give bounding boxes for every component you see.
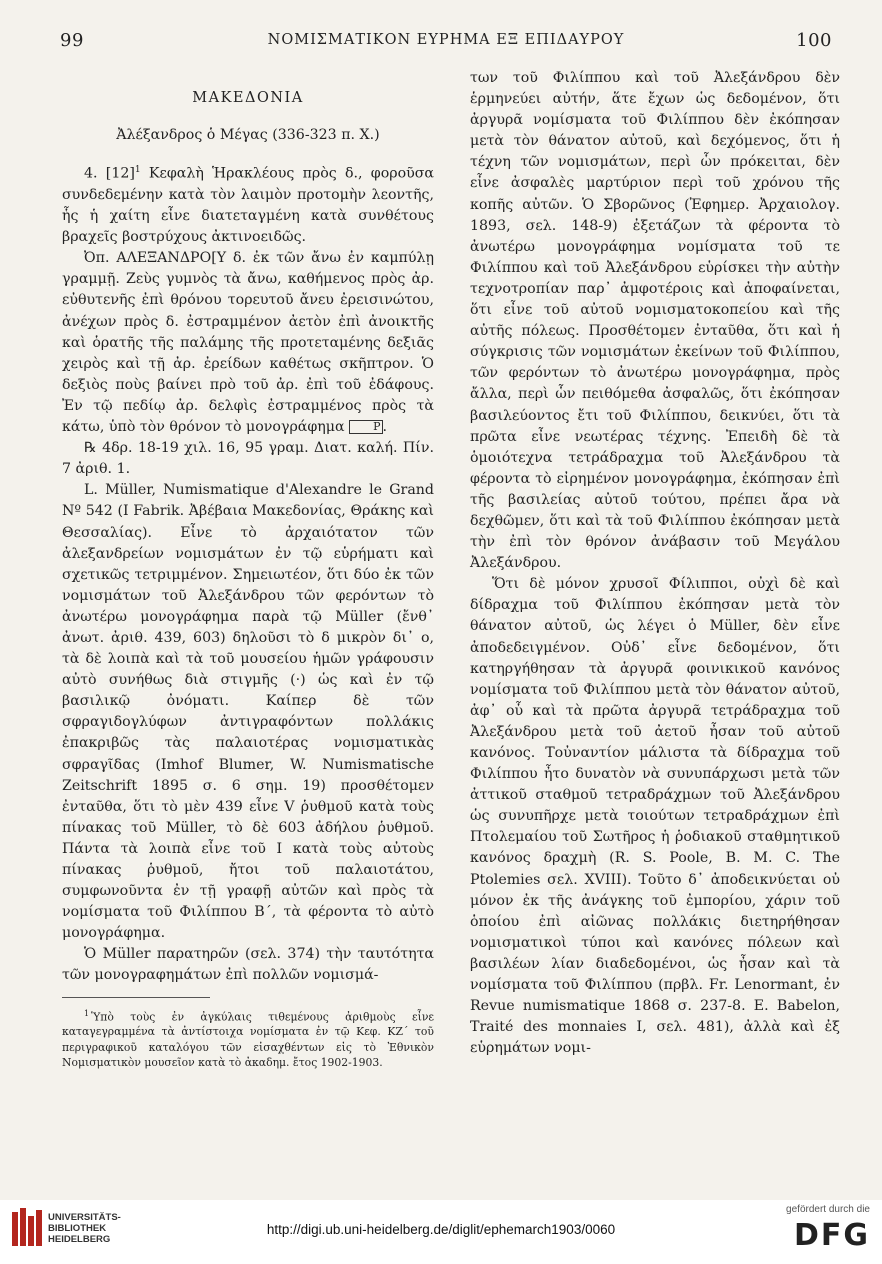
obverse-text: Ὀπ. ΑΛΕΞΑΝΔΡΟ[Υ δ. ἐκ τῶν ἄνω ἐν καμπύλῃ γραμμῇ. Ζεὺς γυμνὸς τὰ ἄνω, καθήμενος πρὸς ἀρ. εὐθυτενῆς ἐπὶ θρόνου τορευτοῦ ἄνευ ἐρεισινώτου, ἀνέχων πρὸς δ. ἐστραμμένον ἀετὸν ἐπὶ ἀνοικτῆς καὶ ὁρατῆς τῆς παλάμης τῆς προτεταμένης δεξιᾶς χειρὸς καὶ τῇ ἀρ. ἐρείδων καθέτως σκῆπτρον. Ὁ δεξιὸς ποὺς βαίνει πρὸ τοῦ ἀρ. ἐπὶ τοῦ ἐδάφους. Ἐν τῷ πεδίῳ ἀρ. δελφὶς ἐστραμμένος πρὸς τὰ κάτω, ὑπὸ τὸν θρόνον τὸ μονογράφημα [62, 250, 434, 436]
entry-description: Κεφαλὴ Ἡρακλέους πρὸς δ., φοροῦσα συνδεδεμένην κατὰ τὸν λαιμὸν προτομὴν λεοντῆς, ἧς ἡ χαίτη εἶνε διατεταγμένη κατὰ συνθέτους βραχεῖς βοστρύχους ἀκτινοειδῶς. [62, 165, 435, 246]
reverse-measurements: ℞ 4δρ. 18-19 χιλ. 16, 95 γραμ. Διατ. καλή. Πίν. 7 ἀριθ. 1. [62, 440, 434, 478]
catalogue-ref: [12] [105, 165, 135, 182]
right-paragraph-1: των τοῦ Φιλίππου καὶ τοῦ Ἀλεξάνδρου δὲν ἑρμηνεύει αὐτήν, ἅτε ἔχων ὡς δεδομένον, ὅτι ἀργυρᾶ νομίσματα τοῦ Φιλίππου δὲν ἐκόπησαν μετὰ τὸν θάνατον αὐτοῦ, καὶ δεχόμενος, ὅτι ἡ τέχνη τῶν νομισμάτων, περὶ ὧν πρόκειται, δὲν εἶνε ἀσφαλὲς μαρτύριον περὶ τοῦ χρόνου τῆς κοπῆς αὐτῶν. Ὁ Σβορῶνος (Ἐφημερ. Ἀρχαιολογ. 1893, σελ. 148-9) ἐξετάζων τὰ φέροντα τὸ ἀνωτέρω μονογράφημα νομίσματα τοῦ τε Φιλίππου καὶ τοῦ Ἀλεξάνδρου εὑρίσκει τὴν αὐτὴν τεχνοτροπίαν παρ᾽ ἀμφοτέροις καὶ ἀποφαίνεται, ὅτι εἶνε τοῦ αὐτοῦ νομισματοκοπείου καὶ τῆς αὐτῆς πόλεως. Προσθέτομεν ἐνταῦθα, ὅτι καὶ ἡ σύγκρισις τῶν νομισμάτων ἐκείνων τοῦ Φιλίππου, τῶν φερόντων τὸ ἀνωτέρω μονογράφημα, πρὸς ἄλλα, περὶ ὧν πειθόμεθα ἀσφαλῶς, ὅτι ἐκόπησαν βασιλεύοντος ἔτι τοῦ Φιλίππου, δεικνύει, ὅτι τὰ πρῶτα εἶνε νεωτέρας τέχνης. Ἐπειδὴ δὲ τὰ ὁμοιότεχνα τετράδραχμα τοῦ Ἀλεξάνδρου τὰ φέροντα τὸ εἰρημένον μονογράφημα, ἐκόπησαν ἐπὶ τῆς βασιλείας αὐτοῦ τούτου, πρέπει ἄρα νὰ δεχθῶμεν, ὅτι καὶ τὰ τοῦ Φιλίππου ἐκόπησαν μετὰ τὴν ἐπὶ τὸν θρόνον ἀνάβασιν τοῦ Μεγάλου Ἀλεξάνδρου. [470, 70, 840, 572]
permalink-url[interactable]: http://digi.ub.uni-heidelberg.de/diglit/ephemarch1903/0060 [266, 1222, 616, 1237]
library-name-line3: HEIDELBERG [48, 1234, 111, 1245]
obverse-description [62, 248, 434, 438]
page-number-right: 100 [796, 30, 832, 51]
footnote-divider [62, 997, 210, 998]
right-paragraph-2: Ὅτι δὲ μόνον χρυσοῖ Φίλιπποι, οὐχὶ δὲ καὶ δίδραχμα τοῦ Φιλίππου ἐκόπησαν μετὰ τὸν θάνατον αὐτοῦ, ὡς λέγει ὁ Müller, δὲν εἶνε ἀποδεδειγμένον. Οὐδ᾽ εἶνε δεδομένον, ὅτι κατηργήθησαν τὰ ἀργυρᾶ φοινικικοῦ κανόνος νομίσματα τοῦ Φιλίππου μετὰ τὸν θάνατον αὐτοῦ, ἀφ᾽ οὗ καὶ τὰ πρῶτα ἀργυρᾶ τετράδραχμα τοῦ Ἀλεξάνδρου μετὰ τοῦ ἀετοῦ ἦσαν τοῦ αὐτοῦ κανόνος. Τοὐναντίον μάλιστα τὰ δίδραχμα τοῦ Φιλίππου ἦτο δυνατὸν νὰ συνυπάρχωσι μετὰ τῶν ἀττικοῦ σταθμοῦ τετραδράχμων τοῦ Ἀλεξάνδρου ὡς συνυπῆρχε μετὰ τοιούτων τετραδράχμων ἐπὶ Πτολεμαίου τοῦ Σωτῆρος ἡ ῥοδιακοῦ σταθμητικοῦ κανόνος δραχμὴ (R. S. Poole, B. M. C. The Ptolemies σελ. XVIII). Τοῦτο δ᾽ ἀποδεικνύεται οὐ μόνον ἐκ τῆς ἀνάγκης τοῦ ἐμπορίου, χάριν τοῦ ὁποίου ἐπὶ αἰῶνας πολλάκις διετηρήθησαν νομισματικοὶ τύποι καὶ κανόνες πόλεων καὶ βασιλέων λίαν διαδεδομένοι, ὡς ἦσαν καὶ τὰ νομίσματα τοῦ Φιλίππου (πρβλ. Fr. Lenormant, ἐν Revue numismatique 1868 σ. 237-8. E. Babelon, Traité des monnaies I, σελ. 481), ἀλλὰ καὶ ἐξ εὑρημάτων νομι- [470, 576, 840, 1057]
running-head [60, 30, 832, 54]
section-title: ΜΑΚΕΔΟΝΙΑ [192, 90, 304, 106]
commentary-paragraph: L. Müller, Numismatique d'Alexandre le Grand Nº 542 (I Fabrik. Ἀβέβαια Μακεδονίας, Θράκης καὶ Θεσσαλίας). Εἶνε τὸ ἀρχαιότατον τῶν ἀλεξανδρείων νομισμάτων ἐν τῷ εὑρήματι καὶ σχετικῶς τετριμμένον. Σημειωτέον, ὅτι δύο ἐκ τῶν νομισμάτων τοῦ Ἀλεξάνδρου τῶν φερόντων τὸ ἀνωτέρω μονογράφημα παρὰ τῷ Müller (ἔνθ᾽ ἀνωτ. ἀριθ. 439, 603) δηλοῦσι τὸ δ μικρὸν δι᾽ ο, τὰ δὲ λοιπὰ καὶ τὰ τοῦ μουσείου ἡμῶν γράφουσιν αὐτὸ συνήθως διὰ στιγμῆς (·) ὡς καὶ ἐν τῷ βασιλικῷ ὀνόματι. Καίπερ δὲ τῶν σφραγιδογλύφων ἀντιγραφόντων πολλάκις ἐπακριβῶς τὰς παλαιοτέρας νομισματικὰς σφραγῖδας (Imhof Blumer, W. Numismatische Zeitschrift 1895 σ. 6 σημ. 19) προσθέτομεν ἐνταῦθα, ὅτι τὸ μὲν 439 εἶνε V ῥυθμοῦ κατὰ τοὺς πίνακας τοῦ Müller, τὸ δὲ 603 ἀδήλου ῥυθμοῦ. Πάντα τὰ λοιπὰ εἶνε τοῦ I κατὰ τοὺς αὐτοὺς πίνακας ῥυθμοῦ, ἤτοι τοῦ παλαιοτάτου, συμφωνοῦντα ἐν τῇ γραφῇ αὐτῶν καὶ πρὸς τὰ νομίσματα τοῦ Φιλίππου Β΄, τὰ φέροντα τὸ αὐτὸ μονογράφημα. [62, 482, 434, 942]
section-subtitle: Ἀλέξανδρος ὁ Μέγας (336-323 π. Χ.) [116, 127, 380, 144]
viewer-footer [0, 1200, 882, 1264]
dfg-logo: DFG [793, 1218, 870, 1253]
funding-caption: gefördert durch die [786, 1204, 870, 1215]
coin-entry-4 [62, 160, 434, 248]
footnote-text: Ὑπὸ τοὺς ἐν ἀγκύλαις τιθεμένους ἀριθμοὺς εἶνε καταγεγραμμένα τὰ ἀντίστοιχα νομίσματα ἐν τῷ Κεφ. ΚΖ΄ τοῦ περιγραφικοῦ καταλόγου τῶν εἰσαχθέντων εἰς τὸ Ἐθνικὸν Νομισματικὸν μουσεῖον κατὰ τὸ ἀκαδημ. ἔτος 1902-1903. [62, 1010, 434, 1070]
page-number-left: 99 [60, 30, 84, 51]
entry-number: 4. [84, 165, 98, 182]
obverse-end: . [382, 419, 388, 436]
running-title: ΝΟΜΙΣΜΑΤΙΚΟΝ ΕΥΡΗΜΑ ΕΞ ΕΠΙΔΑΥΡΟΥ [267, 32, 625, 48]
left-column [62, 68, 434, 1070]
library-name-line1: UNIVERSITÄTS- [48, 1212, 121, 1223]
library-name-line2: BIBLIOTHEK [48, 1223, 107, 1234]
footnote-number: 1 [84, 1008, 90, 1018]
footnote [62, 1006, 434, 1071]
monogram-icon: Ρ [349, 420, 382, 434]
right-column [470, 68, 840, 1059]
footnote-marker: 1 [134, 165, 141, 176]
commentary-continuation: Ὁ Müller παρατηρῶν (σελ. 374) τὴν ταυτότητα τῶν μονογραφημάτων ἐπὶ πολλῶν νομισμά- [62, 946, 434, 984]
